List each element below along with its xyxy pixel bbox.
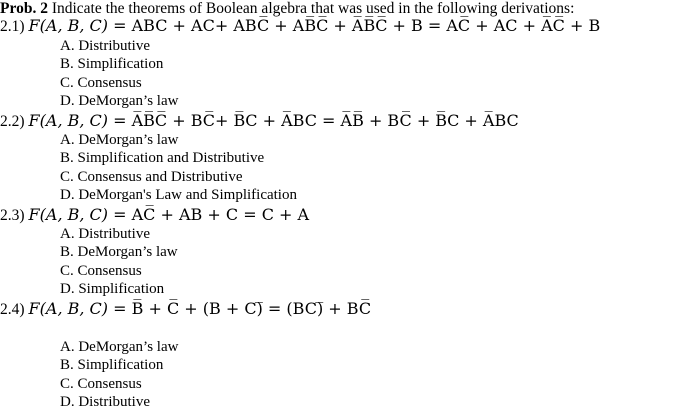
option-2-3-d[interactable]: D. Simplification xyxy=(60,281,165,297)
equation-label: 2.3) xyxy=(0,207,25,224)
option-2-1-b[interactable]: B. Simplification xyxy=(60,56,164,72)
equation-2-3 xyxy=(0,207,309,224)
option-2-1-a[interactable]: A. Distributive xyxy=(60,38,150,54)
equation-rhs: A̅B̅C̅ + BC̅+ B̅C + A̅BC = A̅B̅ + BC̅ + B̅C + A̅BC xyxy=(131,111,519,130)
equation-2-2 xyxy=(0,113,519,130)
equation-lhs: F(A, B, C) = xyxy=(28,299,132,318)
option-2-1-d[interactable]: D. DeMorgan’s law xyxy=(60,93,179,109)
option-2-2-d[interactable]: D. DeMorgan's Law and Simplification xyxy=(60,187,297,203)
option-2-2-c[interactable]: C. Consensus and Distributive xyxy=(60,169,243,185)
equation-label: 2.2) xyxy=(0,113,25,130)
option-2-3-c[interactable]: C. Consensus xyxy=(60,263,142,279)
option-2-4-d[interactable]: D. Distributive xyxy=(60,394,150,410)
equation-rhs: AC̅ + AB + C = C + A xyxy=(131,205,310,224)
problem-instructions: Indicate the theorems of Boolean algebra that was used in the following derivations: xyxy=(47,0,575,17)
equation-rhs: ABC + AC+ ABC̅ + AB̅C̅ + A̅B̅C̅ + B = AC̅ + AC + A̅C̅ + B xyxy=(131,16,601,35)
problem-title xyxy=(0,1,574,17)
option-2-3-a[interactable]: A. Distributive xyxy=(60,226,150,242)
equation-lhs: F(A, B, C) = xyxy=(28,16,132,35)
option-2-4-b[interactable]: B. Simplification xyxy=(60,357,164,373)
option-2-4-c[interactable]: C. Consensus xyxy=(60,376,142,392)
equation-rhs: B̅ + C̅ + (B + C)̅ = (BC)̅ + BC̅ xyxy=(131,299,372,318)
equation-label: 2.1) xyxy=(0,18,25,35)
option-2-3-b[interactable]: B. DeMorgan’s law xyxy=(60,244,178,260)
equation-2-1 xyxy=(0,18,600,35)
equation-lhs: F(A, B, C) = xyxy=(28,205,132,224)
option-2-1-c[interactable]: C. Consensus xyxy=(60,75,142,91)
option-2-2-b[interactable]: B. Simplification and Distributive xyxy=(60,150,265,166)
option-2-4-a[interactable]: A. DeMorgan’s law xyxy=(60,339,179,355)
equation-label: 2.4) xyxy=(0,301,25,318)
equation-2-4 xyxy=(0,301,371,318)
problem-number: Prob. 2 xyxy=(0,0,48,17)
option-2-2-a[interactable]: A. DeMorgan’s law xyxy=(60,132,179,148)
equation-lhs: F(A, B, C) = xyxy=(28,111,132,130)
